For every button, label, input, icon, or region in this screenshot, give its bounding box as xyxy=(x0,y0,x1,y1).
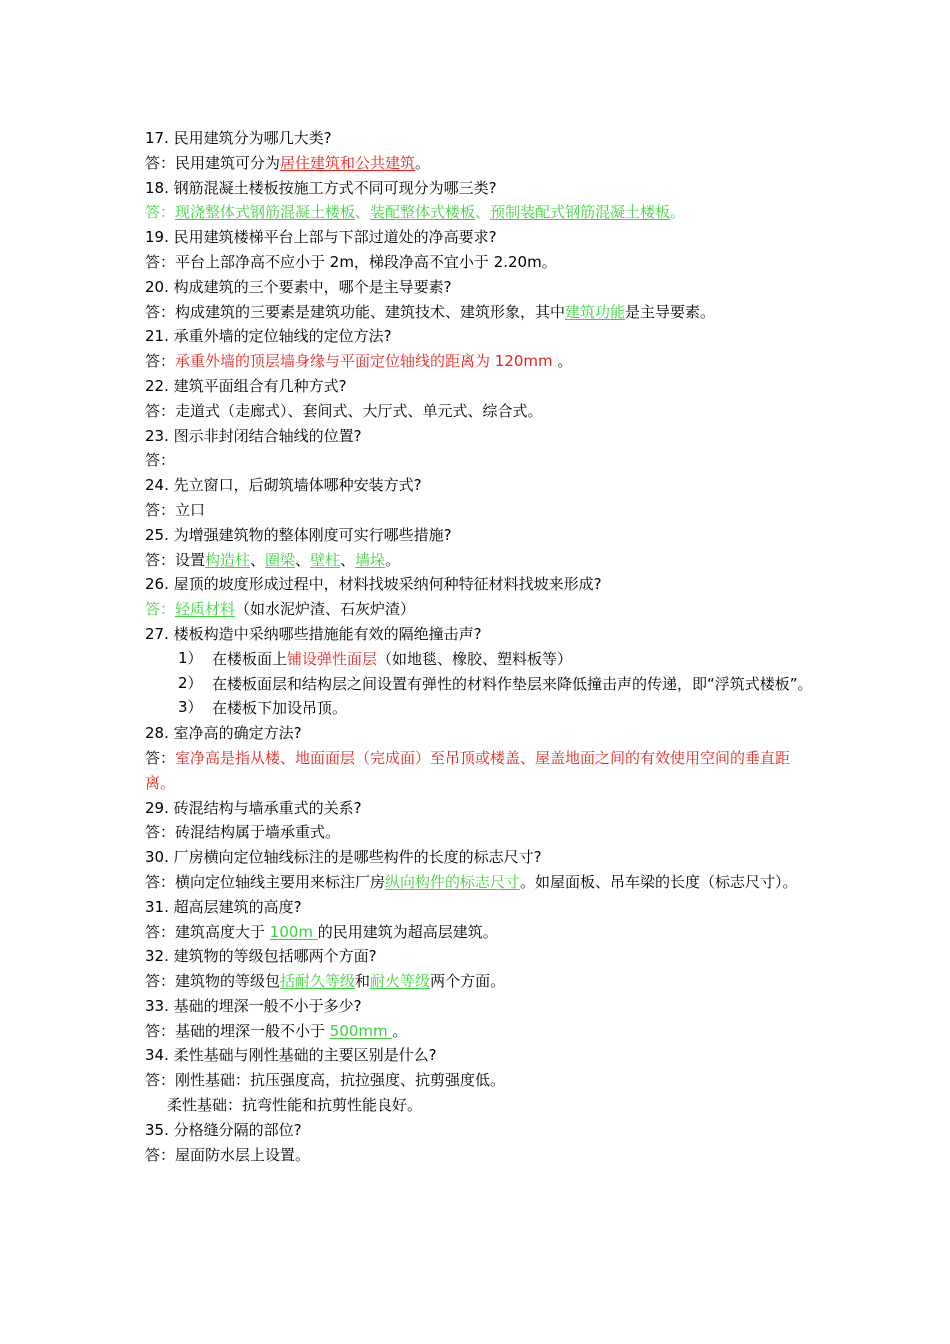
text-segment: 24. 先立窗口，后砌筑墙体哪种安装方式? xyxy=(145,476,422,495)
highlighted-text: 壁柱 xyxy=(310,550,341,569)
text-line xyxy=(145,721,815,746)
highlighted-text: 、 xyxy=(355,203,371,222)
text-segment: 答：砖混结构属于墙承重式。 xyxy=(145,823,341,842)
text-line xyxy=(145,176,815,201)
text-segment: 32. 建筑物的等级包括哪两个方面? xyxy=(145,947,377,966)
text-segment: 在楼板面上 xyxy=(212,649,288,668)
text-segment: 、 xyxy=(250,550,266,569)
text-line xyxy=(145,944,815,969)
highlighted-text: 答： xyxy=(145,600,176,619)
text-line xyxy=(145,349,815,374)
text-segment: 34. 柔性基础与刚性基础的主要区别是什么? xyxy=(145,1046,437,1065)
text-line xyxy=(145,1093,815,1118)
text-line xyxy=(145,622,815,647)
highlighted-text: 居住建筑和公共建筑 xyxy=(280,153,416,172)
text-segment: 答：构成建筑的三要素是建筑功能、建筑技术、建筑形象，其中 xyxy=(145,302,566,321)
text-segment: 两个方面。 xyxy=(430,972,506,991)
text-segment: 答：民用建筑可分为 xyxy=(145,153,281,172)
highlighted-text: 、 xyxy=(475,203,491,222)
highlighted-text: 墙垛 xyxy=(355,550,386,569)
text-segment: 在楼板下加设吊顶。 xyxy=(212,699,348,718)
highlighted-text: 。 xyxy=(670,203,686,222)
text-segment: 答：平台上部净高不应小于 2m，梯段净高不宜小于 2.20m。 xyxy=(145,252,557,271)
text-segment: 柔性基础：抗弯性能和抗剪性能良好。 xyxy=(167,1096,423,1115)
document-page xyxy=(145,126,815,1167)
text-segment: 18. 钢筋混凝土楼板按施工方式不同可现分为哪三类? xyxy=(145,178,497,197)
highlighted-text: 轻质材料 xyxy=(175,600,236,619)
text-segment: （如水泥炉渣、石灰炉渣） xyxy=(235,600,416,619)
highlighted-text: 构造柱 xyxy=(205,550,251,569)
highlighted-text: 现浇整体式钢筋混凝土楼板 xyxy=(175,203,356,222)
text-line xyxy=(145,1043,815,1068)
text-segment: 25. 为增强建筑物的整体刚度可实行哪些措施? xyxy=(145,525,452,544)
list-item xyxy=(145,672,815,697)
highlighted-text: 500mm xyxy=(329,1021,393,1040)
text-segment: 。 xyxy=(552,352,573,371)
text-line xyxy=(145,845,815,870)
text-line xyxy=(145,399,815,424)
text-segment: 和 xyxy=(355,972,371,991)
text-segment: 答：基础的埋深一般不小于 xyxy=(145,1021,330,1040)
text-segment: 17. 民用建筑分为哪几大类? xyxy=(145,129,332,147)
text-segment: （如地毯、橡胶、塑料板等） xyxy=(377,649,573,668)
highlighted-text: 铺设弹性面层 xyxy=(287,649,378,668)
text-segment: 30. 厂房横向定位轴线标注的是哪些构件的长度的标志尺寸? xyxy=(145,848,542,867)
highlighted-text: 纵向构件的标志尺寸 xyxy=(385,872,521,891)
list-item-number: 2） xyxy=(178,673,203,692)
text-line xyxy=(145,895,815,920)
text-line xyxy=(145,498,815,523)
highlighted-text: 承重外墙的顶层墙身缘与平面定位轴线的距离为 120mm xyxy=(175,352,553,371)
text-line xyxy=(145,126,815,151)
highlighted-text: 预制装配式钢筋混凝土楼板 xyxy=(490,203,671,222)
text-segment: 。 xyxy=(385,550,401,569)
text-segment: 23. 图示非封闭结合轴线的位置? xyxy=(145,426,362,445)
text-segment: 在楼板面层和结构层之间设置有弹性的材料作垫层来降低撞击声的传递，即“浮筑式楼板”。 xyxy=(212,674,813,693)
highlighted-text: 耐火等级 xyxy=(370,972,431,991)
text-line xyxy=(145,225,815,250)
text-segment: 26. 屋顶的坡度形成过程中，材料找坡采纳何种特征材料找坡来形成? xyxy=(145,575,602,594)
text-line xyxy=(145,275,815,300)
text-segment: 答：走道式（走廊式）、套间式、大厅式、单元式、综合式。 xyxy=(145,401,543,420)
text-segment: 是主导要素。 xyxy=(625,302,716,321)
text-segment: 。 xyxy=(392,1021,408,1040)
text-line xyxy=(145,1143,815,1168)
highlighted-text: 答： xyxy=(145,203,176,222)
text-segment: 答： xyxy=(145,352,176,371)
text-segment: 33. 基础的埋深一般不小于多少? xyxy=(145,996,362,1015)
list-item-number: 1） xyxy=(178,648,203,667)
text-line xyxy=(145,1019,815,1044)
text-segment: 29. 砖混结构与墙承重式的关系? xyxy=(145,798,362,817)
list-item xyxy=(145,696,815,721)
text-line xyxy=(145,300,815,325)
text-line xyxy=(145,597,815,622)
highlighted-text: 装配整体式楼板 xyxy=(370,203,476,222)
text-segment: 、 xyxy=(340,550,356,569)
text-segment: 31. 超高层建筑的高度? xyxy=(145,897,302,916)
text-line xyxy=(145,820,815,845)
list-item-number: 3） xyxy=(178,698,203,717)
text-segment: 、 xyxy=(295,550,311,569)
text-segment: 19. 民用建筑楼梯平台上部与下部过道处的净高要求? xyxy=(145,228,497,247)
text-segment: 20. 构成建筑的三个要素中，哪个是主导要素? xyxy=(145,277,452,296)
text-segment: 答：建筑物的等级包 xyxy=(145,972,281,991)
text-line xyxy=(145,523,815,548)
text-segment: 答：设置 xyxy=(145,550,206,569)
highlighted-text: 括耐久等级 xyxy=(280,972,356,991)
highlighted-text: 圈梁 xyxy=(265,550,296,569)
text-segment: 21. 承重外墙的定位轴线的定位方法? xyxy=(145,327,392,346)
text-line xyxy=(145,1118,815,1143)
text-segment: 答：建筑高度大于 xyxy=(145,922,270,941)
text-line xyxy=(145,1068,815,1093)
text-line xyxy=(145,473,815,498)
text-line xyxy=(145,324,815,349)
highlighted-text: 100m xyxy=(269,922,318,941)
highlighted-text: 建筑功能 xyxy=(565,302,626,321)
text-segment: 。如屋面板、吊车梁的长度（标志尺寸）。 xyxy=(520,872,798,891)
list-item xyxy=(145,647,815,672)
text-segment: 。 xyxy=(415,153,431,172)
text-line xyxy=(145,920,815,945)
text-segment: 答：立口 xyxy=(145,500,206,519)
text-line xyxy=(145,746,815,796)
text-line xyxy=(145,200,815,225)
list-item-text xyxy=(212,696,815,721)
highlighted-text: 室净高是指从楼、地面面层（完成面）至吊顶或楼盖、屋盖地面之间的有效使用空间的垂直距离。 xyxy=(145,748,791,792)
text-line xyxy=(145,969,815,994)
text-segment: 答：横向定位轴线主要用来标注厂房 xyxy=(145,872,386,891)
text-line xyxy=(145,448,815,473)
text-segment: 35. 分格缝分隔的部位? xyxy=(145,1120,302,1139)
text-segment: 答： xyxy=(145,748,176,767)
text-line xyxy=(145,250,815,275)
text-segment: 答：屋面防水层上设置。 xyxy=(145,1145,311,1164)
text-line xyxy=(145,796,815,821)
text-line xyxy=(145,374,815,399)
text-line xyxy=(145,572,815,597)
text-segment: 答：刚性基础：抗压强度高，抗拉强度、抗剪强度低。 xyxy=(145,1071,506,1090)
list-item-text xyxy=(212,672,815,697)
text-line xyxy=(145,870,815,895)
text-line xyxy=(145,151,815,176)
list-item-text xyxy=(212,647,815,672)
text-line xyxy=(145,424,815,449)
text-line xyxy=(145,548,815,573)
text-segment: 的民用建筑为超高层建筑。 xyxy=(317,922,498,941)
text-segment: 27. 楼板构造中采纳哪些措施能有效的隔绝撞击声? xyxy=(145,624,482,643)
text-segment: 22. 建筑平面组合有几种方式? xyxy=(145,376,347,395)
text-segment: 答： xyxy=(145,451,176,470)
text-segment: 28. 室净高的确定方法? xyxy=(145,724,302,743)
text-line xyxy=(145,994,815,1019)
